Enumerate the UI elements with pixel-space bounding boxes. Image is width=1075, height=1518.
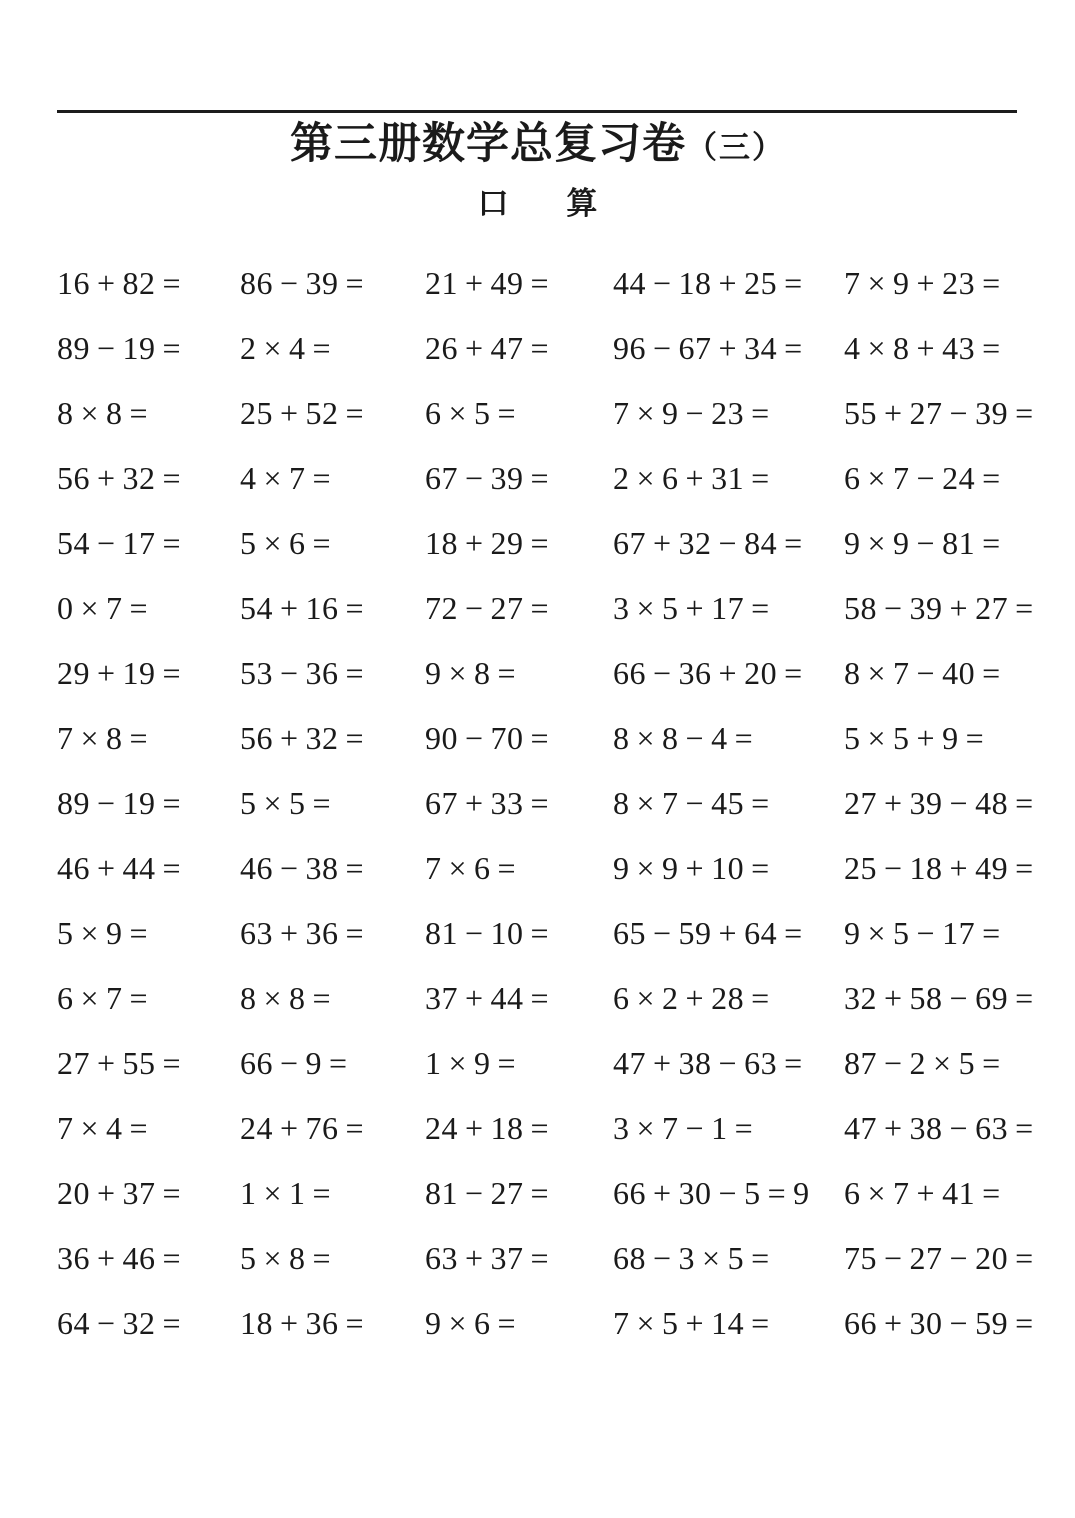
math-problem: 29 + 19 =	[57, 657, 240, 689]
operator: =	[982, 654, 1001, 691]
math-problem: 8 × 8 =	[240, 982, 425, 1014]
math-problem: 25 + 52 =	[240, 397, 425, 429]
operator: =	[129, 719, 149, 756]
operator: −	[465, 459, 484, 496]
operator: +	[685, 589, 705, 626]
math-problem: 5 × 6 =	[240, 527, 425, 559]
operator: =	[162, 1044, 182, 1081]
math-problem: 81 − 10 =	[425, 917, 613, 949]
operator: =	[497, 394, 517, 431]
operator: =	[162, 1239, 182, 1276]
operator: =	[162, 654, 182, 691]
operator: =	[982, 914, 1001, 951]
math-problem: 4 × 8 + 43 =	[844, 332, 1041, 364]
operator: +	[884, 394, 903, 431]
operator: −	[718, 1174, 738, 1211]
operator: ×	[263, 1239, 283, 1276]
math-problem: 67 + 33 =	[425, 787, 613, 819]
math-problem: 27 + 55 =	[57, 1047, 240, 1079]
operator: =	[162, 784, 182, 821]
operator: =	[982, 459, 1001, 496]
operator: =	[530, 524, 550, 561]
operator: −	[465, 589, 484, 626]
math-problem: 36 + 46 =	[57, 1242, 240, 1274]
operator: =	[784, 524, 803, 561]
math-problem: 16 + 82 =	[57, 267, 240, 299]
operator: ×	[636, 394, 656, 431]
operator: ×	[867, 719, 887, 756]
operator: =	[162, 329, 182, 366]
operator: −	[949, 1239, 969, 1276]
math-problem: 0 × 7 =	[57, 592, 240, 624]
operator: +	[685, 1304, 705, 1341]
operator: =	[530, 329, 550, 366]
operator: =	[751, 394, 770, 431]
operator: −	[884, 589, 903, 626]
math-problem: 46 − 38 =	[240, 852, 425, 884]
operator: =	[312, 329, 332, 366]
math-problem: 67 − 39 =	[425, 462, 613, 494]
operator: =	[530, 264, 550, 301]
operator: =	[162, 459, 182, 496]
math-problem: 47 + 38 − 63 =	[844, 1112, 1041, 1144]
operator: =	[312, 1239, 332, 1276]
operator: −	[280, 264, 299, 301]
operator: =	[784, 329, 803, 366]
math-problem: 26 + 47 =	[425, 332, 613, 364]
operator: =	[497, 1044, 517, 1081]
operator: +	[280, 719, 299, 756]
operator: =	[497, 849, 517, 886]
operator: =	[1015, 849, 1034, 886]
operator: +	[884, 1109, 903, 1146]
page-title	[0, 121, 1075, 168]
operator: =	[129, 979, 149, 1016]
operator: =	[751, 979, 770, 1016]
operator: =	[345, 264, 365, 301]
operator: =	[982, 1174, 1001, 1211]
operator: =	[530, 914, 550, 951]
operator: −	[685, 1109, 705, 1146]
operator: ×	[867, 1174, 887, 1211]
math-problem: 7 × 9 + 23 =	[844, 267, 1041, 299]
operator: +	[884, 979, 903, 1016]
operator: +	[653, 1044, 672, 1081]
operator: +	[465, 329, 484, 366]
operator: +	[916, 264, 936, 301]
operator: =	[162, 264, 182, 301]
operator: ×	[636, 1304, 656, 1341]
operator: =	[162, 849, 182, 886]
math-problem: 9 × 9 − 81 =	[844, 527, 1041, 559]
operator: =	[751, 849, 770, 886]
operator: −	[916, 654, 936, 691]
math-problem: 63 + 37 =	[425, 1242, 613, 1274]
math-problem: 8 × 8 − 4 =	[613, 722, 844, 754]
operator: ×	[80, 719, 100, 756]
math-problem: 7 × 6 =	[425, 852, 613, 884]
operator: +	[97, 654, 116, 691]
operator: −	[884, 1044, 903, 1081]
operator: =	[751, 589, 770, 626]
math-problem: 6 × 5 =	[425, 397, 613, 429]
math-problem: 5 × 5 =	[240, 787, 425, 819]
operator: −	[280, 1044, 299, 1081]
operator: +	[718, 329, 738, 366]
math-problem: 7 × 4 =	[57, 1112, 240, 1144]
operator: ×	[636, 719, 656, 756]
math-problem: 66 − 9 =	[240, 1047, 425, 1079]
operator: −	[916, 524, 936, 561]
operator: =	[982, 524, 1001, 561]
operator: ×	[636, 459, 656, 496]
math-problem: 54 + 16 =	[240, 592, 425, 624]
operator: =	[530, 784, 550, 821]
operator: ×	[80, 589, 100, 626]
math-problem: 56 + 32 =	[57, 462, 240, 494]
operator: −	[685, 719, 705, 756]
math-problem: 46 + 44 =	[57, 852, 240, 884]
math-problem: 90 − 70 =	[425, 722, 613, 754]
operator: ×	[263, 979, 283, 1016]
math-problem: 96 − 67 + 34 =	[613, 332, 844, 364]
math-problem: 6 × 7 − 24 =	[844, 462, 1041, 494]
math-problem: 6 × 7 + 41 =	[844, 1177, 1041, 1209]
operator: =	[982, 1044, 1001, 1081]
operator: =	[1015, 1239, 1034, 1276]
math-problem: 68 − 3 × 5 =	[613, 1242, 844, 1274]
operator: =	[982, 264, 1001, 301]
math-problem: 25 − 18 + 49 =	[844, 852, 1041, 884]
math-problem: 9 × 9 + 10 =	[613, 852, 844, 884]
operator: =	[1015, 784, 1034, 821]
operator: +	[97, 264, 116, 301]
math-problem: 9 × 8 =	[425, 657, 613, 689]
math-problem: 56 + 32 =	[240, 722, 425, 754]
operator: =	[129, 394, 149, 431]
operator: =	[767, 1174, 787, 1211]
operator: ×	[636, 1109, 656, 1146]
operator: =	[734, 1109, 754, 1146]
math-problem: 9 × 6 =	[425, 1307, 613, 1339]
math-problem: 66 − 36 + 20 =	[613, 657, 844, 689]
math-problem: 5 × 9 =	[57, 917, 240, 949]
operator: +	[280, 1109, 299, 1146]
operator: =	[129, 914, 149, 951]
operator: +	[685, 459, 705, 496]
math-problem: 5 × 8 =	[240, 1242, 425, 1274]
operator: =	[1015, 1109, 1034, 1146]
operator: =	[497, 654, 517, 691]
math-problem: 3 × 7 − 1 =	[613, 1112, 844, 1144]
math-problem: 65 − 59 + 64 =	[613, 917, 844, 949]
math-problem: 89 − 19 =	[57, 332, 240, 364]
header-rule	[57, 110, 1017, 113]
operator: ×	[80, 1109, 100, 1146]
operator: −	[97, 524, 116, 561]
page-title-text: 第三册数学总复习卷	[290, 121, 686, 168]
operator: =	[530, 459, 550, 496]
operator: +	[916, 719, 936, 756]
math-problem: 4 × 7 =	[240, 462, 425, 494]
operator: −	[465, 1174, 484, 1211]
problems-grid	[57, 250, 1034, 1355]
operator: =	[784, 654, 803, 691]
operator: ×	[636, 784, 656, 821]
operator: +	[97, 1174, 116, 1211]
operator: −	[280, 654, 299, 691]
operator: +	[465, 264, 484, 301]
operator: ×	[702, 1239, 721, 1276]
operator: =	[530, 719, 550, 756]
math-problem: 2 × 6 + 31 =	[613, 462, 844, 494]
math-problem: 18 + 36 =	[240, 1307, 425, 1339]
math-problem: 8 × 8 =	[57, 397, 240, 429]
operator: =	[530, 979, 550, 1016]
operator: +	[280, 914, 299, 951]
operator: +	[465, 524, 484, 561]
operator: =	[1015, 1304, 1034, 1341]
operator: =	[312, 459, 332, 496]
operator: =	[312, 784, 332, 821]
operator: =	[530, 589, 550, 626]
section-heading: 口 算	[477, 186, 598, 221]
operator: =	[345, 849, 365, 886]
math-problem: 53 − 36 =	[240, 657, 425, 689]
math-problem: 8 × 7 − 45 =	[613, 787, 844, 819]
operator: =	[345, 1109, 365, 1146]
operator: +	[916, 1174, 936, 1211]
operator: −	[653, 914, 672, 951]
math-problem: 75 − 27 − 20 =	[844, 1242, 1041, 1274]
operator: ×	[448, 849, 468, 886]
operator: ×	[80, 979, 100, 1016]
operator: =	[162, 524, 182, 561]
math-problem: 7 × 5 + 14 =	[613, 1307, 844, 1339]
math-problem: 58 − 39 + 27 =	[844, 592, 1041, 624]
operator: −	[653, 1239, 672, 1276]
math-problem: 1 × 9 =	[425, 1047, 613, 1079]
math-problem: 20 + 37 =	[57, 1177, 240, 1209]
math-problem: 18 + 29 =	[425, 527, 613, 559]
math-problem: 37 + 44 =	[425, 982, 613, 1014]
operator: +	[97, 1239, 116, 1276]
operator: +	[97, 459, 116, 496]
operator: −	[653, 329, 672, 366]
operator: −	[884, 849, 903, 886]
operator: =	[345, 1304, 365, 1341]
operator: ×	[867, 264, 887, 301]
operator: +	[685, 849, 705, 886]
operator: =	[345, 914, 365, 951]
operator: −	[949, 784, 969, 821]
operator: −	[97, 784, 116, 821]
operator: −	[718, 524, 738, 561]
operator: ×	[80, 394, 100, 431]
math-problem: 64 − 32 =	[57, 1307, 240, 1339]
math-problem: 24 + 76 =	[240, 1112, 425, 1144]
operator: =	[784, 264, 803, 301]
math-problem: 66 + 30 − 5 = 9	[613, 1174, 810, 1211]
math-problem: 2 × 4 =	[240, 332, 425, 364]
math-problem: 1 × 1 =	[240, 1177, 425, 1209]
operator: +	[465, 784, 484, 821]
operator: +	[653, 1174, 672, 1211]
operator: =	[1015, 589, 1034, 626]
operator: ×	[636, 979, 656, 1016]
operator: =	[965, 719, 985, 756]
operator: +	[685, 979, 705, 1016]
operator: ×	[263, 784, 283, 821]
operator: +	[718, 914, 738, 951]
operator: ×	[263, 329, 283, 366]
operator: +	[653, 524, 672, 561]
operator: +	[949, 849, 969, 886]
page-title-suffix: （三）	[686, 130, 785, 165]
operator: =	[162, 1304, 182, 1341]
operator: ×	[867, 459, 887, 496]
math-problem: 7 × 9 − 23 =	[613, 397, 844, 429]
operator: ×	[448, 394, 468, 431]
operator: +	[465, 1239, 484, 1276]
math-problem: 32 + 58 − 69 =	[844, 982, 1041, 1014]
operator: −	[653, 654, 672, 691]
operator: =	[312, 979, 332, 1016]
operator: =	[312, 524, 332, 561]
operator: +	[280, 1304, 299, 1341]
operator: +	[884, 784, 903, 821]
operator: −	[884, 1239, 903, 1276]
operator: ×	[80, 914, 100, 951]
math-problem: 24 + 18 =	[425, 1112, 613, 1144]
operator: =	[734, 719, 754, 756]
operator: +	[949, 589, 969, 626]
operator: −	[916, 914, 936, 951]
operator: −	[465, 914, 484, 951]
operator: ×	[867, 524, 887, 561]
math-problem: 89 − 19 =	[57, 787, 240, 819]
operator: +	[465, 1109, 484, 1146]
operator: −	[949, 394, 969, 431]
math-problem: 6 × 2 + 28 =	[613, 982, 844, 1014]
math-problem: 63 + 36 =	[240, 917, 425, 949]
operator: =	[345, 589, 365, 626]
operator: −	[685, 394, 705, 431]
operator: −	[653, 264, 672, 301]
math-problem: 66 + 30 − 59 =	[844, 1307, 1041, 1339]
operator: +	[465, 979, 484, 1016]
operator: =	[784, 914, 803, 951]
operator: +	[97, 849, 116, 886]
math-problem: 5 × 5 + 9 =	[844, 722, 1041, 754]
operator: +	[280, 394, 299, 431]
operator: =	[345, 394, 365, 431]
operator: +	[884, 1304, 903, 1341]
operator: =	[329, 1044, 348, 1081]
math-problem: 81 − 27 =	[425, 1177, 613, 1209]
math-problem: 54 − 17 =	[57, 527, 240, 559]
operator: ×	[636, 589, 656, 626]
math-problem: 47 + 38 − 63 =	[613, 1047, 844, 1079]
operator: +	[280, 589, 299, 626]
operator: ×	[263, 459, 283, 496]
operator: ×	[867, 654, 887, 691]
operator: −	[465, 719, 484, 756]
operator: =	[162, 1174, 182, 1211]
math-problem: 44 − 18 + 25 =	[613, 267, 844, 299]
operator: =	[530, 1239, 550, 1276]
math-problem: 9 × 5 − 17 =	[844, 917, 1041, 949]
operator: =	[129, 589, 149, 626]
math-problem: 3 × 5 + 17 =	[613, 592, 844, 624]
operator: ×	[448, 1304, 468, 1341]
math-problem: 55 + 27 − 39 =	[844, 397, 1041, 429]
operator: ×	[636, 849, 656, 886]
operator: −	[97, 329, 116, 366]
operator: −	[949, 979, 969, 1016]
operator: ×	[263, 1174, 283, 1211]
operator: =	[497, 1304, 517, 1341]
operator: −	[280, 849, 299, 886]
math-problem: 72 − 27 =	[425, 592, 613, 624]
operator: =	[129, 1109, 149, 1146]
operator: ×	[263, 524, 283, 561]
operator: =	[345, 719, 365, 756]
operator: −	[949, 1109, 969, 1146]
operator: −	[916, 459, 936, 496]
operator: +	[718, 654, 738, 691]
math-problem: 7 × 8 =	[57, 722, 240, 754]
operator: −	[718, 1044, 738, 1081]
operator: ×	[448, 654, 468, 691]
operator: ×	[933, 1044, 952, 1081]
math-problem: 67 + 32 − 84 =	[613, 527, 844, 559]
operator: ×	[867, 914, 887, 951]
operator: =	[751, 1304, 770, 1341]
operator: ×	[867, 329, 887, 366]
math-problem: 27 + 39 − 48 =	[844, 787, 1041, 819]
math-problem: 86 − 39 =	[240, 267, 425, 299]
math-problem: 6 × 7 =	[57, 982, 240, 1014]
operator: −	[685, 784, 705, 821]
operator: =	[1015, 394, 1034, 431]
operator: ×	[448, 1044, 468, 1081]
operator: =	[345, 654, 365, 691]
operator: =	[530, 1109, 550, 1146]
operator: =	[751, 1239, 770, 1276]
operator: +	[718, 264, 738, 301]
math-problem: 21 + 49 =	[425, 267, 613, 299]
operator: =	[530, 1174, 550, 1211]
operator: +	[97, 1044, 116, 1081]
operator: =	[1015, 979, 1034, 1016]
operator: −	[949, 1304, 969, 1341]
operator: =	[751, 784, 770, 821]
operator: +	[916, 329, 936, 366]
operator: =	[982, 329, 1001, 366]
operator: −	[97, 1304, 116, 1341]
math-problem: 8 × 7 − 40 =	[844, 657, 1041, 689]
math-problem: 87 − 2 × 5 =	[844, 1047, 1041, 1079]
operator: =	[312, 1174, 332, 1211]
operator: =	[784, 1044, 803, 1081]
operator: =	[751, 459, 770, 496]
